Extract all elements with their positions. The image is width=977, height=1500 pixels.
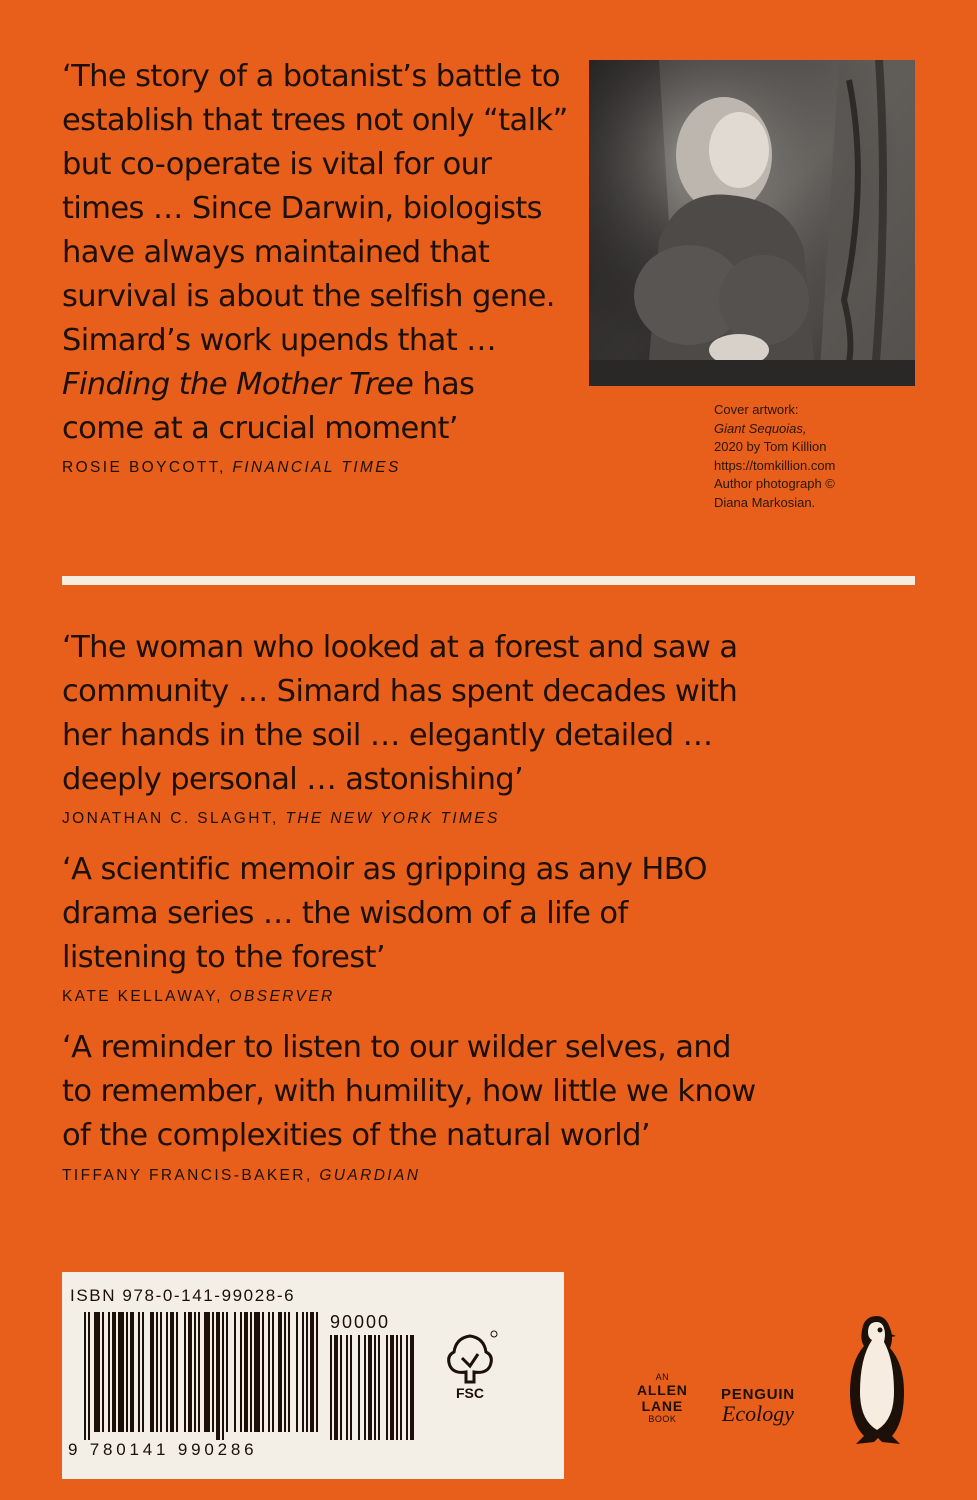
quote-line: drama series … the wisdom of a life of	[62, 896, 628, 931]
attribution-author: JONATHAN C. SLAGHT,	[62, 810, 286, 827]
barcode-bar	[302, 1312, 304, 1432]
barcode-bar	[212, 1312, 214, 1432]
barcode-bar	[188, 1312, 192, 1432]
quote-line: establish that trees not only “talk”	[62, 103, 568, 138]
barcode-bar	[262, 1312, 264, 1432]
barcode-bar	[378, 1335, 380, 1440]
barcode-bar	[358, 1335, 360, 1440]
attribution-source: THE NEW YORK TIMES	[285, 810, 500, 827]
barcode-bar	[222, 1312, 224, 1440]
barcode-bar	[284, 1312, 286, 1432]
author-photo	[589, 60, 915, 386]
barcode-bar	[278, 1312, 282, 1432]
section-divider	[62, 576, 915, 585]
imprint-allen: ALLEN	[637, 1382, 688, 1398]
barcode-bar	[330, 1335, 332, 1440]
credit-line	[714, 401, 835, 438]
imprint-ecology: Ecology	[721, 1401, 795, 1426]
imprint-an: AN	[655, 1372, 670, 1382]
quote-line: Simard’s work upends that …	[62, 323, 497, 358]
barcode-panel	[62, 1272, 564, 1479]
barcode-bar	[310, 1312, 314, 1432]
quote-4-attribution	[62, 1167, 420, 1185]
quote-line: listening to the forest’	[62, 940, 385, 975]
barcode-bar	[350, 1335, 352, 1440]
barcode-bar	[390, 1335, 394, 1440]
imprint-penguin: PENGUIN	[721, 1386, 795, 1403]
barcode-bar	[150, 1312, 154, 1432]
barcode-bar	[204, 1312, 210, 1432]
quote-line: to remember, with humility, how little we know	[62, 1074, 756, 1109]
barcode-bar	[216, 1312, 220, 1440]
quote-line: her hands in the soil … elegantly detailed …	[62, 718, 713, 753]
barcode-bar	[138, 1312, 140, 1432]
imprint-book: BOOK	[648, 1414, 677, 1424]
barcode-bar	[364, 1335, 366, 1440]
quote-2	[62, 626, 737, 802]
imprint-lane: LANE	[641, 1398, 683, 1414]
barcode-bar	[160, 1312, 162, 1432]
credit-url: https://tomkillion.com	[714, 457, 836, 473]
artwork-title: Giant Sequoias,	[714, 420, 807, 436]
barcode-bar	[184, 1312, 186, 1432]
allen-lane-logo	[637, 1372, 688, 1424]
credit-line: Diana Markosian.	[714, 494, 816, 510]
barcode-bar	[126, 1312, 128, 1432]
quote-line: deeply personal … astonishing’	[62, 762, 524, 797]
penguin-ecology-logo	[721, 1386, 795, 1425]
barcode-bar	[316, 1312, 318, 1432]
attribution-source: GUARDIAN	[319, 1167, 421, 1184]
barcode-bar	[244, 1312, 248, 1432]
barcode-bar	[296, 1312, 298, 1432]
attribution-author: ROSIE BOYCOTT,	[62, 459, 233, 476]
barcode-bar	[94, 1312, 100, 1432]
barcode-bar	[334, 1335, 338, 1440]
barcode-bar	[396, 1335, 398, 1440]
barcode-bar	[306, 1312, 308, 1432]
barcode-bar	[386, 1335, 388, 1440]
barcode-bar	[118, 1312, 124, 1432]
credit-line: 2020 by Tom Killion	[714, 439, 827, 454]
fsc-logo	[440, 1328, 500, 1404]
quote-line: have always maintained that	[62, 235, 490, 270]
ean-barcode	[84, 1312, 320, 1440]
quote-1-attribution	[62, 459, 401, 477]
book-title: Finding the Mother Tree	[62, 367, 414, 402]
barcode-bar	[142, 1312, 144, 1432]
barcode-bar	[84, 1312, 86, 1440]
barcode-bar	[254, 1312, 260, 1432]
barcode-bar	[400, 1335, 402, 1440]
quote-line: come at a crucial moment’	[62, 411, 458, 446]
quote-line: community … Simard has spent decades with	[62, 674, 738, 709]
quote-3-attribution	[62, 988, 335, 1006]
barcode-bar	[272, 1312, 274, 1432]
ean-digits: 9 780141 990286	[68, 1440, 258, 1459]
quote-4	[62, 1026, 756, 1158]
barcode-bar	[176, 1312, 178, 1432]
quote-line: of the complexities of the natural world’	[62, 1118, 650, 1153]
cover-credits	[714, 401, 835, 512]
quote-1	[62, 55, 568, 451]
quote-2-attribution	[62, 810, 500, 828]
isbn-number: ISBN 978-0-141-99028-6	[70, 1286, 296, 1305]
quote-line: survival is about the selfish gene.	[62, 279, 555, 314]
barcode-bar	[102, 1312, 104, 1432]
attribution-source: FINANCIAL TIMES	[232, 459, 401, 476]
barcode-bar	[130, 1312, 134, 1432]
quote-line: times … Since Darwin, biologists	[62, 191, 542, 226]
barcode-bar	[250, 1312, 252, 1432]
barcode-bar	[374, 1335, 376, 1440]
author-photo-image	[589, 60, 915, 386]
barcode-bar	[88, 1312, 90, 1440]
addon-barcode	[330, 1335, 420, 1440]
credit-prefix: Cover artwork:	[714, 402, 799, 417]
attribution-author: KATE KELLAWAY,	[62, 988, 230, 1005]
quote-line: ‘The woman who looked at a forest and saw a	[62, 630, 738, 665]
quote-3	[62, 848, 707, 980]
barcode-bar	[170, 1312, 174, 1432]
barcode-bar	[112, 1312, 116, 1432]
quote-fragment: has	[413, 367, 475, 402]
quote-line	[62, 363, 568, 407]
barcode-bar	[288, 1312, 290, 1432]
attribution-source: OBSERVER	[229, 988, 335, 1005]
barcode-bar	[340, 1335, 342, 1440]
penguin-icon-svg	[842, 1312, 912, 1447]
quote-line: ‘The story of a botanist’s battle to	[62, 59, 560, 94]
barcode-bar	[226, 1312, 228, 1432]
barcode-bar	[406, 1335, 408, 1440]
fsc-label: FSC	[456, 1385, 484, 1401]
fsc-tree-icon	[440, 1328, 500, 1404]
barcode-bar	[198, 1312, 200, 1432]
quote-line: ‘A scientific memoir as gripping as any HBO	[62, 852, 707, 887]
credit-line: Author photograph ©	[714, 476, 835, 491]
quote-line: ‘A reminder to listen to our wilder selves, and	[62, 1030, 731, 1065]
barcode-bar	[410, 1335, 414, 1440]
barcode-bar	[108, 1312, 110, 1432]
barcode-bar	[166, 1312, 168, 1432]
barcode-bar	[368, 1335, 372, 1440]
quote-line: but co-operate is vital for our	[62, 147, 492, 182]
price-addon-number: 90000	[330, 1312, 391, 1332]
barcode-bar	[156, 1312, 158, 1432]
barcode-bar	[194, 1312, 196, 1432]
attribution-author: TIFFANY FRANCIS-BAKER,	[62, 1167, 320, 1184]
barcode-bar	[234, 1312, 236, 1432]
penguin-icon	[842, 1312, 912, 1447]
barcode-bar	[268, 1312, 270, 1432]
barcode-bar	[240, 1312, 242, 1432]
barcode-bar	[346, 1335, 348, 1440]
